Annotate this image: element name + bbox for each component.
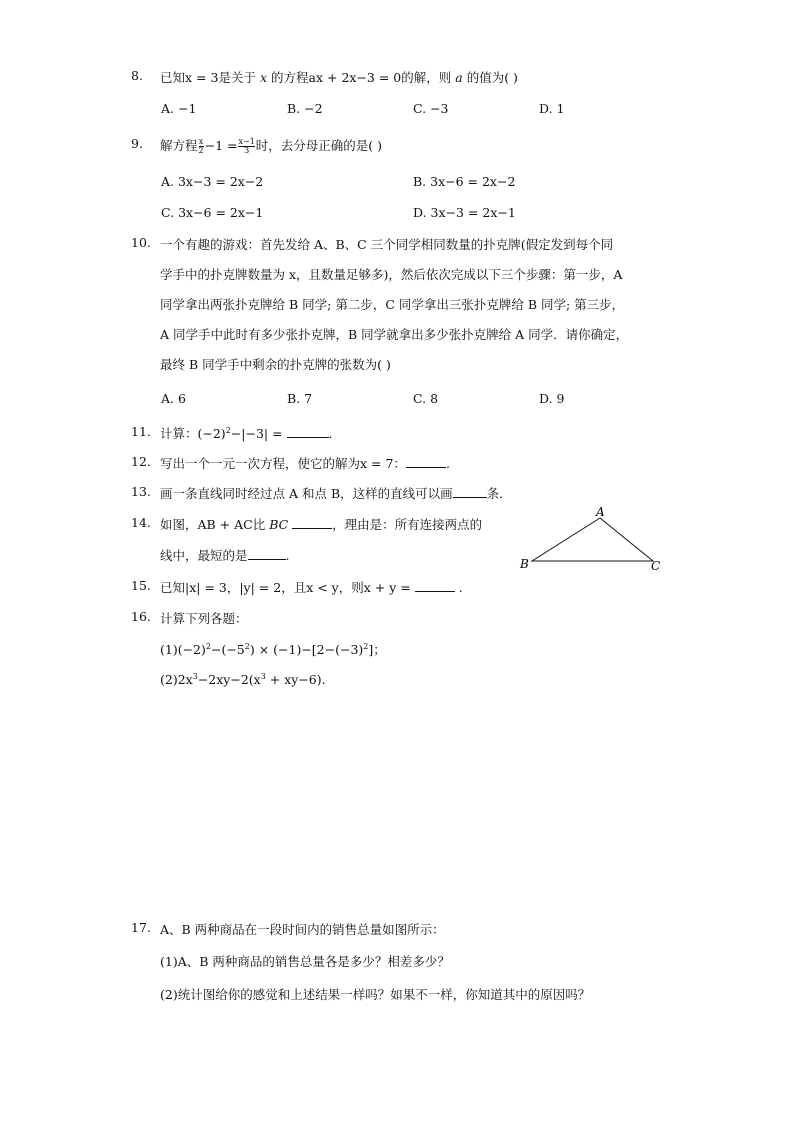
question-stem [160, 136, 382, 155]
equation: −1 = [204, 138, 238, 153]
denominator: 2 [198, 146, 204, 155]
numerator: x [198, 137, 204, 146]
option-b[interactable]: B. 7 [287, 391, 313, 406]
stem-text: −|−3| = [230, 426, 283, 441]
stem-text: . [285, 548, 290, 563]
stem-text: 写出一个一元一次方程，使它的解为x = 7： [160, 456, 406, 471]
question-number: 15. [131, 578, 151, 593]
fraction [238, 138, 254, 155]
stem-text: 画一条直线同时经过点 A 和点 B，这样的直线可以画 [160, 486, 453, 501]
stem-line: 同学拿出两张扑克牌给 B 同学; 第二步，C 同学拿出三张扑克牌给 B 同学; 第三步， [160, 297, 625, 312]
denominator: 3 [244, 146, 250, 155]
answer-blank[interactable] [453, 486, 487, 498]
option-c[interactable]: C. −3 [413, 101, 449, 116]
stem-text: 的方程 [271, 70, 309, 85]
stem-text: 计算：(−2) [160, 426, 226, 441]
question-number: 10. [131, 235, 151, 250]
stem-text: . [458, 580, 463, 595]
question-title: A、B 两种商品在一段时间内的销售总量如图所示： [160, 922, 445, 937]
option-a[interactable]: A. −1 [161, 101, 197, 116]
stem-text: 的解，则 [401, 70, 452, 85]
answer-blank[interactable] [287, 426, 329, 438]
stem-text: . [328, 426, 333, 441]
variable: a [455, 70, 463, 85]
stem-text: 时，去分母正确的是( ) [255, 138, 383, 153]
answer-blank[interactable] [406, 456, 446, 468]
stem-text: 解方程 [160, 138, 198, 153]
question-number: 14. [131, 515, 151, 530]
expr-text: ) × (−1)−[2−(−3) [249, 642, 364, 657]
variable: x [259, 70, 268, 85]
option-d[interactable]: D. 3x−3 = 2x−1 [413, 205, 516, 220]
option-c[interactable]: C. 8 [413, 391, 439, 406]
stem-line: 学手中的扑克牌数量为 x，且数量足够多)，然后依次完成以下三个步骤：第一步，A [160, 267, 623, 282]
answer-blank[interactable] [248, 548, 286, 560]
numerator: x−1 [238, 137, 255, 146]
question-stem [160, 424, 333, 442]
expression [160, 640, 386, 658]
option-b[interactable]: B. 3x−6 = 2x−2 [413, 174, 516, 189]
option-a[interactable]: A. 6 [161, 391, 186, 406]
stem-text: ，理由是：所有连接两点的 [332, 517, 483, 532]
stem-text: 是关于 [218, 70, 256, 85]
equation: x = 3 [185, 70, 219, 85]
sub-question: (1)A、B 两种商品的销售总量各是多少？相差多少？ [160, 954, 450, 969]
sub-question: (2)统计图给你的感觉和上述结果一样吗？如果不一样，你知道其中的原因吗？ [160, 987, 591, 1002]
question-stem [160, 515, 482, 533]
exponent: 2 [225, 425, 231, 435]
answer-blank[interactable] [415, 580, 455, 592]
question-stem-line2 [160, 546, 290, 564]
vertex-label-c: C [651, 559, 661, 573]
question-stem [160, 578, 463, 596]
option-d[interactable]: D. 1 [539, 101, 565, 116]
expr-text: ]； [368, 642, 386, 657]
question-number: 11. [131, 424, 151, 439]
exponent: 3 [260, 672, 266, 681]
question-title: 计算下列各题： [160, 611, 248, 626]
expr-text: (1)(−2) [160, 642, 206, 657]
stem-text: 如图，AB + AC比 [160, 517, 270, 532]
stem-text: 条． [486, 486, 512, 501]
triangle-abc [532, 518, 653, 561]
vertex-label-a: A [596, 505, 605, 519]
exponent: 2 [205, 641, 211, 651]
equation: ax + 2x−3 = 0 [308, 70, 402, 85]
question-number: 8. [131, 68, 143, 83]
exponent: 3 [192, 672, 198, 681]
expr-text: + xy−6). [265, 672, 326, 688]
exponent: 2 [244, 641, 250, 651]
vertex-label-b: B [520, 557, 529, 571]
option-c[interactable]: C. 3x−6 = 2x−1 [161, 205, 264, 220]
question-stem [160, 454, 450, 472]
question-number: 12. [131, 454, 151, 469]
stem-line: A 同学手中此时有多少张扑克牌，B 同学就拿出多少张扑克牌给 A 同学．请你确定， [160, 327, 629, 342]
stem-text: 已知|x| = 3，|y| = 2，且x < y，则x + y = [160, 580, 411, 595]
expr-text: −(−5 [210, 642, 245, 657]
question-stem [160, 68, 518, 86]
stem-line: 一个有趣的游戏：首先发给 A、B、C 三个同学相同数量的扑克牌(假定发到每个同 [160, 237, 614, 252]
segment-label: BC [269, 517, 289, 532]
question-stem [160, 484, 512, 502]
exponent: 2 [363, 641, 369, 651]
expr-text: (2)2x [160, 672, 193, 688]
question-number: 17. [131, 920, 151, 935]
option-d[interactable]: D. 9 [539, 391, 565, 406]
stem-text: . [445, 456, 450, 471]
option-a[interactable]: A. 3x−3 = 2x−2 [161, 174, 264, 189]
stem-text: 已知 [160, 70, 186, 85]
stem-text: 的值为( ) [466, 70, 518, 85]
stem-text: 线中，最短的是 [160, 548, 248, 563]
expression [160, 672, 326, 687]
question-number: 9. [131, 136, 143, 151]
expr-text: −2xy−2(x [197, 672, 261, 688]
fraction [199, 138, 204, 155]
triangle-figure [510, 502, 670, 582]
question-number: 16. [131, 609, 151, 624]
option-b[interactable]: B. −2 [287, 101, 323, 116]
question-number: 13. [131, 484, 151, 499]
answer-blank[interactable] [292, 517, 332, 529]
stem-line: 最终 B 同学手中剩余的扑克牌的张数为( ) [160, 357, 391, 372]
